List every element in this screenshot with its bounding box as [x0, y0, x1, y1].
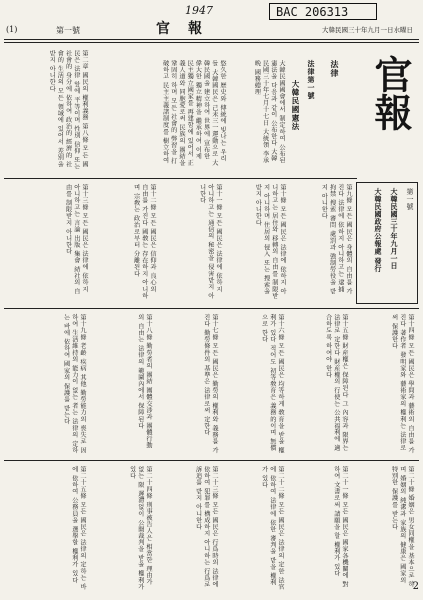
article-block: 第二十一條 모든 國民은 國家各機關에 對하여 文書로써 請願을 할 權利가 있다	[332, 466, 348, 588]
article-block: 第二十三條 모든 國民은 行爲時의 法律에 依하여 犯罪를 構成하지 아니하는 行爲로 訴追를 받지 아니한다	[194, 466, 218, 588]
article-block: 第二十二條 모든 國民은 法律의 定한 法官에 依하여 法律에 依한 審判을 받을 權利가 있다	[260, 466, 284, 591]
article-block: 第九條 모든 國民은 身體의 自由를 가진다 法律에 依하지 아니하고는 逮捕 拘禁 搜索 審問 處罰과 強制勞役을 받지 아니한다	[320, 184, 352, 295]
date-line: 大韓民國三十年九月一日水曜日	[322, 26, 413, 34]
article-block: 第十三條 모든 國民은 法律에 依하지 아니하고는 言論 出版 集會 結社의 自由를 制限받지 아니한다	[64, 184, 88, 295]
law-heading: 法律	[330, 60, 340, 78]
article-block: 第十五條 財産權은 保障된다 그 內容과 限界는 法律로 定한다 財産權의 行使는 公共福利에 適合하도록 하여야 한다	[324, 314, 348, 452]
issue-number: (1)	[6, 25, 18, 34]
handwritten-number: 1947	[185, 4, 213, 17]
article-block: 第十四條 모든 國民은 學問과 藝術의 自由를 가진다 著作者 發明家와 藝術家의 權利는 法律로써 保護한다	[390, 314, 414, 454]
masthead-glyph: 官報	[368, 55, 413, 131]
article-block: 第二十四條 刑事被告人은 相當한 理由가 없는 限 遲滯없이 公開裁判을 받을 權利가 있다	[128, 466, 152, 591]
article-block: 第二十五條 모든 國民은 法律의 定하는 바에 依하여 公務員을 選擧할 權利가 있다	[70, 466, 86, 591]
article-block: 第十二條 모든 國民은 信仰과 良心의 自由를 가진다 國敎는 存在하지 아니하며 宗敎는 政治로부터 分離된다	[132, 184, 156, 300]
masthead-publisher: 大韓民國政府公報處 發行	[374, 188, 383, 273]
article-block: 第十九條 老齡 疾病 其他 勤勞能力의 喪失로 因하여 生活維持의 能力이 없는 者는 法律의 定하는 바에 依하여 國家의 保護를 받는다	[62, 314, 86, 454]
law-number: 法律第一號	[307, 60, 316, 100]
masthead	[363, 55, 415, 175]
masthead-date: 大韓民國三十年九月一日	[390, 188, 399, 270]
article-block: 第十八條 勤勞者의 團結 團體交涉과 團體行動의 自由는 法律의 範圍內에서 保障된다	[136, 314, 152, 449]
article-block: 第十六條 모든 國民은 均等하게 敎育을 받을 權利가 있다 적어도 初等敎育은 義務的이며 無償으로 한다	[260, 314, 284, 454]
archive-stamp: BAC 206313	[269, 3, 377, 20]
law-intro: 大韓民國國會에서 制定하여 公布된 憲法을 다음과 같이 公布한다 大韓民國三十年七月十七日 大統領 李承晩 國務總理	[253, 60, 285, 164]
article-block: 第二十條 婚姻은 男女同權을 基本으로 하며 婚姻의 純潔과 家族의 健康은 國家의 特別한 保護를 받는다	[390, 466, 414, 588]
section-rule-3	[4, 460, 419, 461]
section-rule-1	[4, 178, 357, 179]
page-title: 官報	[156, 21, 220, 37]
masthead-issue: 第一號	[406, 188, 414, 211]
preamble: 悠久한 歷史와 傳統에 빛나는 우리들 大韓國民은 己未三一運動으로 大韓民國을 建立하여 世界에 宣布한 偉大한 獨立精神을 繼承하여 이제 民主獨立國家를 再建함에 있어서 正義人道와 同胞愛로써 民族의 團結을 鞏固히 하며 모든 社會的 弊習을 打破하고 民主主義諸制度를 樹立하여	[161, 60, 226, 167]
page-mark: 2	[412, 581, 419, 592]
article-block: 第十條 모든 國民은 法律에 依하지 아니하고는 居住와 移轉의 自由를 制限받지 아니하며 住居의 侵入 또는 搜索을 받지 아니한다	[254, 184, 286, 300]
article-block: 第二章 國民의 權利義務 第八條 모든 國民은 法律 앞에 平等이며 性別 信仰 또는 社會的 身分에 依하여 政治的 經濟的 社會的 生活의 모든 領域에 있어서 差別을 받지 아니한다	[48, 50, 88, 170]
header-rule	[4, 39, 419, 40]
header-rule-2	[4, 42, 419, 43]
law-name: 大韓民國憲法	[291, 80, 300, 131]
page-label: 第一號	[56, 26, 80, 35]
article-block: 第十七條 모든 國民은 勤勞의 權利와 義務를 가진다 勤勞條件의 基準은 法律로써 定한다	[202, 314, 218, 454]
section-rule-2	[4, 308, 419, 309]
article-block: 第十一條 모든 國民은 法律에 依하지 아니하고는 通信의 秘密을 侵害받지 아니한다	[198, 184, 222, 300]
